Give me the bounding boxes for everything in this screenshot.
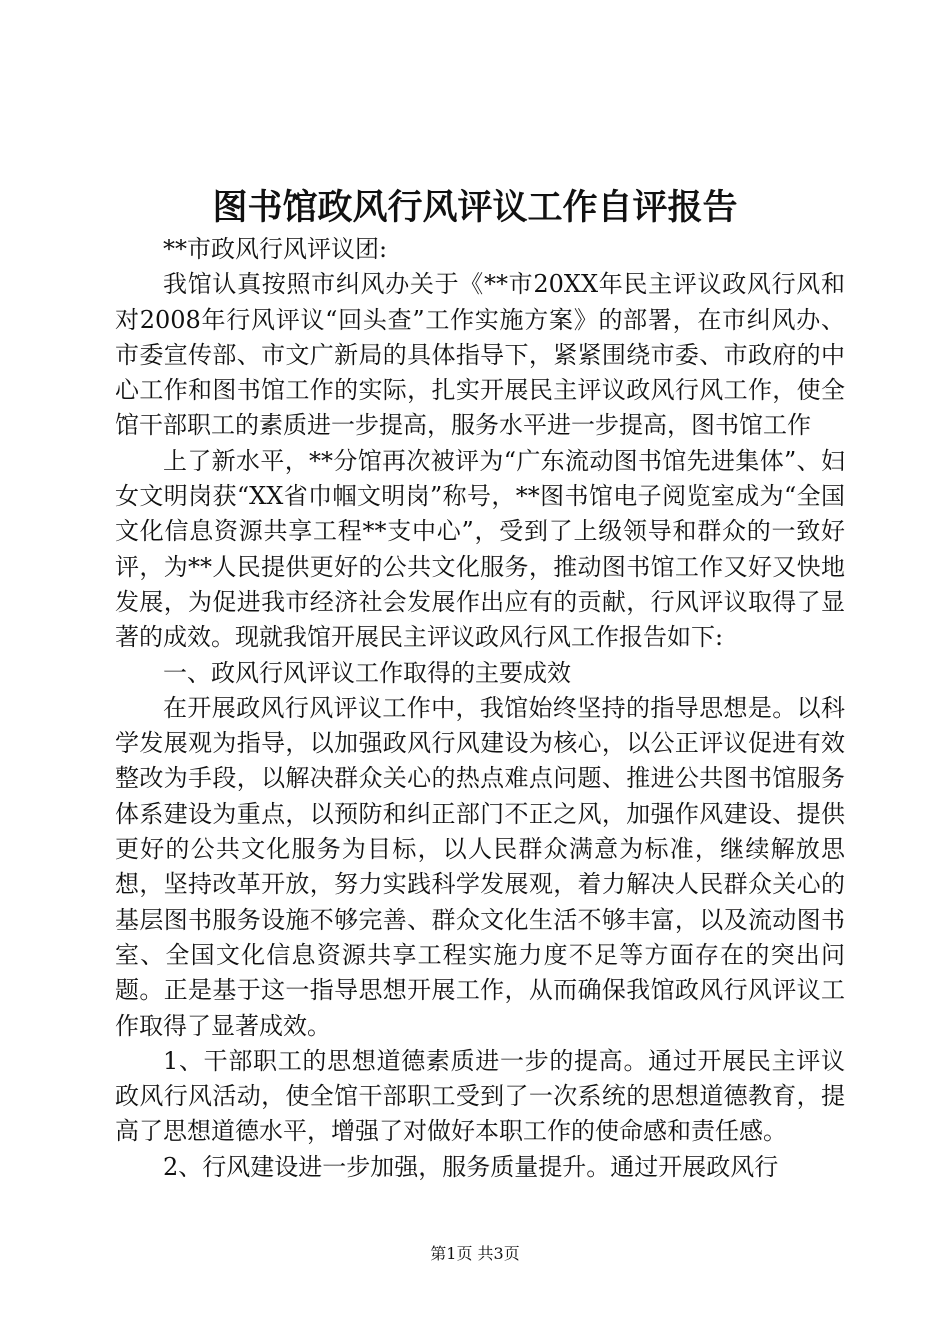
paragraph: 1、干部职工的思想道德素质进一步的提高。通过开展民主评议政风行风活动，使全馆干部职工受到了一次系统的思想道德教育，提高了思想道德水平，增强了对做好本职工作的使命感和责任感。 (115, 1046, 845, 1146)
document-title: 图书馆政风行风评议工作自评报告 (212, 187, 738, 228)
paragraph: 上了新水平，**分馆再次被评为“广东流动图书馆先进集体”、妇女文明岗获“XX省巾帼文明岗”称号，**图书馆电子阅览室成为“全国文化信息资源共享工程**支中心”，受到了上级领导和群众的一致好评，为**人民提供更好的公共文化服务，推动图书馆工作又好又快地发展，为促进我市经济社会发展作出应有的贡献，行风评议取得了显著的成效。现就我馆开展民主评议政风行风工作报告如下: (115, 446, 845, 652)
section-heading: 一、政风行风评议工作取得的主要成效 (163, 658, 571, 687)
paragraph: 2、行风建设进一步加强，服务质量提升。通过开展政风行 (163, 1152, 779, 1181)
salutation: **市政风行风评议团: (163, 235, 388, 263)
paragraph: 在开展政风行风评议工作中，我馆始终坚持的指导思想是。以科学发展观为指导，以加强政风行风建设为核心，以公正评议促进有效整改为手段，以解决群众关心的热点难点问题、推进公共图书馆服务体系建设为重点，以预防和纠正部门不正之风，加强作风建设、提供更好的公共文化服务为目标，以人民群众满意为标准，继续解放思想，坚持改革开放，努力实践科学发展观，着力解决人民群众关心的基层图书服务设施不够完善、群众文化生活不够丰富，以及流动图书室、全国文化信息资源共享工程实施力度不足等方面存在的突出问题。正是基于这一指导思想开展工作，从而确保我馆政风行风评议工作取得了显著成效。 (115, 693, 845, 1040)
page-footer: 第1页 共3页 (430, 1244, 520, 1263)
paragraph: 我馆认真按照市纠风办关于《**市20XX年民主评议政风行风和对2008年行风评议“回头查”工作实施方案》的部署，在市纠风办、市委宣传部、市文广新局的具体指导下，紧紧围绕市委、市政府的中心工作和图书馆工作的实际，扎实开展民主评议政风行风工作，使全馆干部职工的素质进一步提高，服务水平进一步提高，图书馆工作 (115, 270, 845, 440)
document-body (115, 232, 845, 1185)
